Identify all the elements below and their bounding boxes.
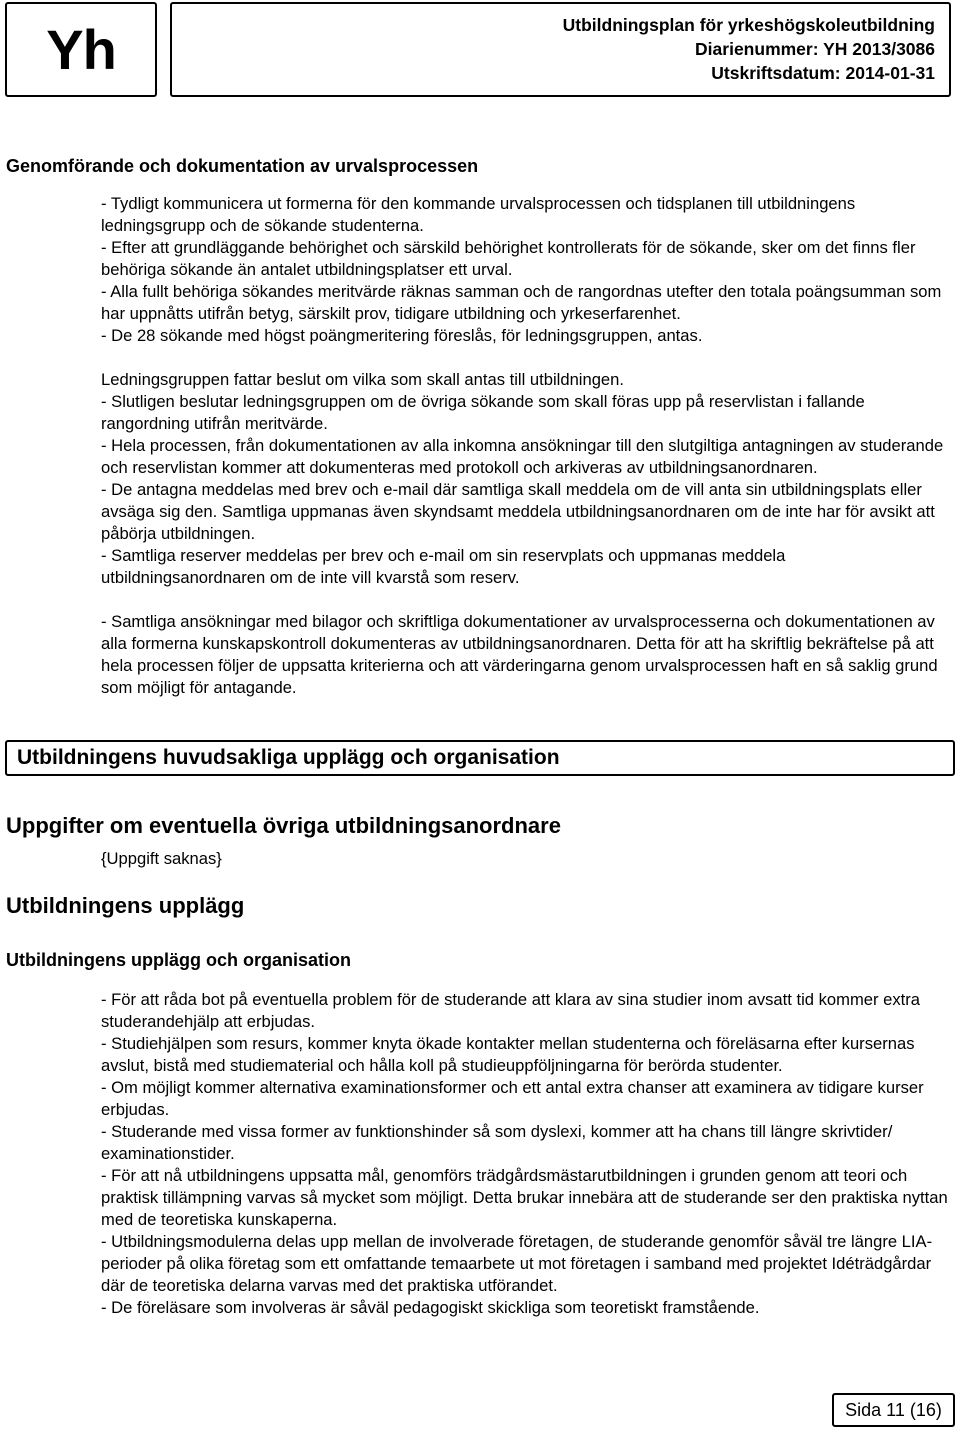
paragraph: - Hela processen, från dokumentationen av alla inkomna ansökningar till den slutgiltiga antagningen av studerande och reservlistan kommer att dokumenteras med protokoll och arkiveras av utbildningsanordnaren. [101,436,944,477]
paragraph: - Samtliga ansökningar med bilagor och skriftliga dokumentationer av urvalsprocesserna och dokumentationen av alla formerna kunskapskontroll dokumenteras av utbildningsanordnaren. Detta för att ha skriftlig bekräftelse på att hela processen följer de uppsatta kriterierna och att värderingarna genom urvalsprocessen haft en så saklig grund som möjligt för antagande. [101,612,938,697]
section-body-upplagg-organisation [101,989,953,1319]
paragraph: - Tydligt kommunicera ut formerna för den kommande urvalsprocessen och tidsplanen till utbildningens ledningsgrupp och de sökande studenterna. [101,194,856,235]
paragraph: - De 28 sökande med högst poängmeritering föreslås, för ledningsgruppen, antas. [101,326,703,345]
page-number: Sida 11 (16) [832,1393,955,1427]
paragraph: - Studiehjälpen som resurs, kommer knyta ökade kontakter mellan studenterna och föreläsarna efter kursernas avslut, bistå med studiematerial och hålla koll på studieuppföljningarna för berörda studenter. [101,1034,915,1075]
paragraph: - Utbildningsmodulerna delas upp mellan de involverade företagen, de studerande genomför såväl tre längre LIA-perioder på olika företag som ett omfattande temaarbete ut mot företagen i samband med projektet Idéträdgårdar där de teoretiska delarna varvas med det praktiska utförandet. [101,1232,933,1295]
document-header [170,2,951,97]
section-heading-upplagg-organisation: Utbildningens upplägg och organisation [6,950,351,970]
paragraph: Ledningsgruppen fattar beslut om vilka som skall antas till utbildningen. [101,370,625,389]
paragraph: - För att råda bot på eventuella problem för de studerande att klara av sina studier inom avsatt tid kommer extra studerandehjälp att erbjudas. [101,990,921,1031]
paragraph: - Studerande med vissa former av funktionshinder så som dyslexi, kommer att ha chans till längre skrivtider/ examinationstider. [101,1122,893,1163]
yh-logo: Yh [5,2,157,97]
boxed-section-heading: Utbildningens huvudsakliga upplägg och organisation [5,740,955,776]
paragraph: - Efter att grundläggande behörighet och särskild behörighet kontrollerats för de sökande, sker om det finns fler behöriga sökande än antalet utbildningsplatser ett urval. [101,238,916,279]
diarienummer: Diarienummer: YH 2013/3086 [695,39,935,59]
section-heading-urvalsprocessen: Genomförande och dokumentation av urvalsprocessen [6,156,479,176]
paragraph: - Samtliga reserver meddelas per brev och e-mail om sin reservplats och uppmanas meddela utbildningsanordnaren om de inte vill kvarstå som reserv. [101,546,786,587]
document-title: Utbildningsplan för yrkeshögskoleutbildning [562,15,935,35]
paragraph: - De antagna meddelas med brev och e-mail där samtliga skall meddela om de vill anta sin utbildningsplats eller avsäga sig den. Samtliga uppmanas även skyndsamt meddela utbildningsanordnaren om de inte har för avsikt att påbörja utbildningen. [101,480,935,543]
section-body-urvalsprocessen [101,193,953,699]
section-heading-ovriga-anordnare: Uppgifter om eventuella övriga utbildningsanordnare [6,813,561,838]
missing-info-text: {Uppgift saknas} [101,849,222,868]
utskriftsdatum: Utskriftsdatum: 2014-01-31 [711,63,935,83]
paragraph: - Slutligen beslutar ledningsgruppen om de övriga sökande som skall föras upp på reservlistan i fallande rangordning utifrån meritvärde. [101,392,865,433]
paragraph: - Om möjligt kommer alternativa examinationsformer och ett antal extra chanser att examinera av tidigare kurser erbjudas. [101,1078,924,1119]
paragraph: - För att nå utbildningens uppsatta mål, genomförs trädgårdsmästarutbildningen i grunden genom att teori och praktisk tillämpning varvas så mycket som möjligt. Detta brukar innebära att de studerande ser den praktiska nyttan med de teoretiska kunskaperna. [101,1166,948,1229]
paragraph: - Alla fullt behöriga sökandes meritvärde räknas samman och de rangordnas utefter den totala poängsumman som har uppnåtts utifrån betyg, särskilt prov, tidigare utbildning och yrkeserfarenhet. [101,282,942,323]
paragraph: - De föreläsare som involveras är såväl pedagogiskt skickliga som teoretiskt framstående. [101,1298,760,1317]
section-heading-upplagg: Utbildningens upplägg [6,893,245,918]
